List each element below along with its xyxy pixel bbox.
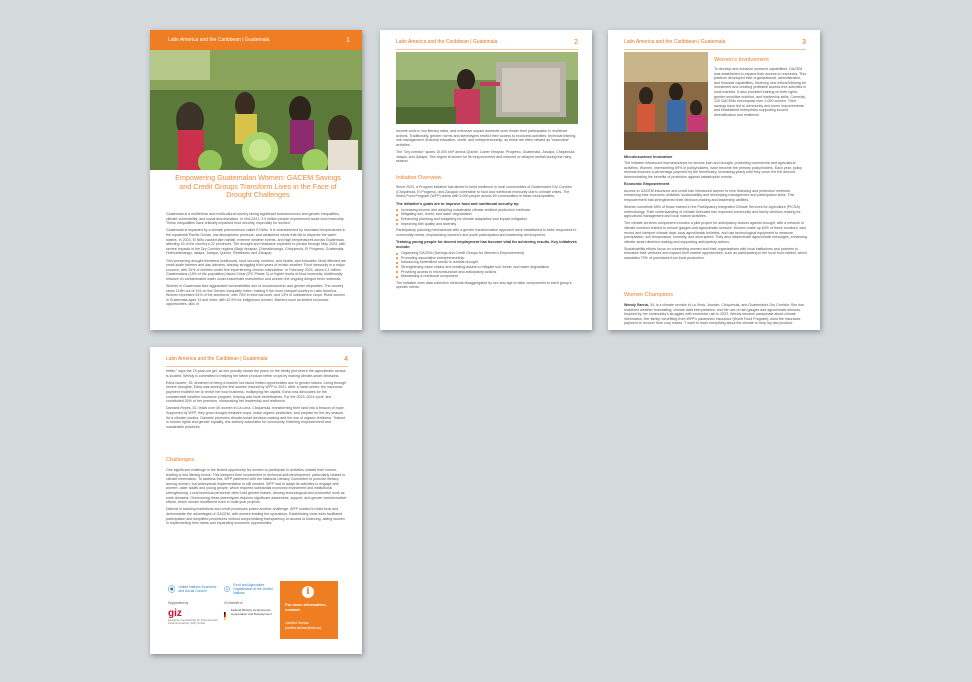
paragraph: Participatory planning mechanisms with a gender transformative approach were established to tailor responses to community needs, emphasizing women's and youth participation and leadership development.: [396, 228, 577, 237]
page-header: [396, 35, 578, 50]
paragraph: [624, 303, 808, 326]
page-3-body: [624, 152, 808, 263]
paragraph: The initiative introduced microinsurance for access loan and drought, protecting commercial and agricultural activities. Women, representing 69% of policyholders, have become the primary policyholders. Each year, policy renewal involves a percentage payment by the beneficiary, increasing yearly until they cover the full amount, demonstrating the benefits of protection against catastrophic events.: [624, 161, 802, 179]
women-champions-heading: Women Champions: [624, 292, 674, 298]
paragraph: Women constitute 65% of those trained in the Participatory Integrated Climate Services for Agriculture (PICSA) methodology. Their understanding of climate forecasts has improved community and family decision-making for agricultural management and local market activities.: [624, 204, 801, 219]
paragraph: This worsening drought threatens livelihoods, food security, nutrition, and health, and educates. Most affected are small-scale farmers and day laborers, already struggling from years of erratic weather. Food insecurity is a major concern, with 34% of children under five experiencing chronic malnutrition. In February 2024, about 4.1 million Guatemalans (18% of the population) faced Crisis (IPC Phase 3) or higher levels of food insecurity. Additionally, reliance on contaminated water could exacerbate malnutrition and worsen the ongoing dengue fever outbreak.: [166, 258, 347, 281]
initiative-overview-body: [396, 185, 578, 292]
woman-by-water-tank-photo: [396, 52, 578, 124]
list-item: Enhancing planning and budgeting for climate adaptation and impact mitigation.: [396, 217, 578, 222]
un-emblem-icon: [168, 583, 175, 595]
paragraph: The climate services component includes a pilot project for anticipatory actions against drought, with a network of climate monitors trained to ensure gauges and agroclimatic sensors. Women make up 64% of these monitors, who record and interpret climate data: local agroclimatic bulletins, and use technological equipment to measure precipitation, soil temperature, humidity, and wind speed. They also disseminate agroclimatic messages, enhancing climate-smart decision-making and supporting anticipatory actions.: [624, 221, 808, 244]
list-item: Strengthening value chains and creating assets to mitigate soil, forest, and water degradation: [396, 265, 578, 270]
page-number: 1: [346, 36, 350, 44]
list-item: Maintaining a nutritional component: [396, 274, 578, 279]
goals-heading: The initiative's goals are to improve food and nutritional security by:: [396, 201, 520, 206]
giz-wordmark: giz: [168, 608, 182, 619]
list-item: Promoting associative entrepreneurship: [396, 256, 578, 261]
paragraph: One significant challenge is the limited opportunity for women to participate in activities outside their homes, leading to low literacy levels. This hampers their involvement in technical skill development, particularly related to climate information. To address this, WFP partnered with the National Literacy Committee to promote literacy among women, but widespread implementation is still needed. WFP had to adapt its activities to engage with women, older adults and young people, which required substantial economic investment and institutional strengthening. Local technical personnel often hold gender biases, viewing technological and productive work as male domains. Overcoming these stereotypes requires significant awareness, support, and gender transformative efforts, which remain insufficient even in multi-year projects.: [166, 468, 347, 505]
paragraph: Women in Guatemala face aggravated vulnerabilities due to socioeconomic and gender disparities. The country ranks 119th out of 191 on the Gender Inequality Index, making it the most unequal country in Latin America. Women represent 51% of the workforce, with 76% in informal work, and 13% in subsistence crops. Rural women in Guatemala ages 13 and older, with 42.9% for indigenous women. Barriers such as limited economic opportunities, lack of: [166, 284, 345, 307]
paragraph: Distrust in banking institutions and credit processes posed another challenge. WFP worked to build trust and demonstrate the advantages of GACEM, with women leading the operations. Establishing clear rules facilitated participation and simplified procedures without compromising transparency or access to financing, aiding women in implementing their ideas and expanding economic opportunities.: [166, 507, 345, 526]
page-header: [166, 352, 348, 367]
header-text: Latin America and the Caribbean | Guatemala: [168, 37, 270, 43]
document-page-1[interactable]: [150, 30, 362, 330]
list-item: Introducing biofertilizer seeds to combat drought: [396, 260, 578, 265]
paragraph: The "Dry corridor" spans 10,000 km² across Quiché, Lower Verapaz, Progreso, Guatemala, Zacapa, Chiquimula, Jalapa, and Jutiapa. This region is known for its long summers and reduced or delayed rainfall during the rainy season.: [396, 149, 576, 164]
document-page-2[interactable]: [380, 30, 592, 330]
challenges-body: [166, 468, 348, 528]
paragraph: income control, low literacy rates, and extensive unpaid domestic work hinder their participation in resilience actions. Traditionally, gender norms and stereotypes restrict their access to economic activities, technical training, risk management, financial education, credit, and entrepreneurship, as these are often viewed as "masculine" activities.: [396, 129, 577, 147]
paragraph: Guatemala is a multiethnic and multicultural country facing significant socioeconomic and gender inequalities, climate vulnerability, and social discrimination. In mid-2021, 3.9 million people experienced acute food insecurity. These inequalities have critically impacted food security, especially for women.: [166, 212, 345, 226]
page-number: 3: [802, 38, 806, 46]
contact-name: Josefina Tachtan: [285, 621, 309, 625]
un-logo-text: United Nations Economic and Social Council: [178, 585, 217, 593]
initiative-overview-heading: Initiative Overview: [396, 175, 442, 181]
un-logo: [168, 583, 220, 595]
bmz-logo: [224, 609, 276, 623]
contact-email[interactable]: josefina.tachtan@wfp.org: [285, 626, 322, 630]
challenges-heading: Challenges: [166, 457, 194, 463]
paragraph: Access to GACEM insurance and credit has introduced women to new financing and protection methods, enhancing their economic activities' sustainability and developing management and participation skills. This empowerment has strengthened their decision-making and leadership abilities.: [624, 188, 795, 202]
block-heading: Microinsurance Innovation: [624, 155, 673, 159]
supported-by-label: Supported by: [168, 601, 189, 605]
list-item: Organizing GACEM (Savings and Credit Groups for Women's Empowerment): [396, 251, 578, 256]
on-behalf-label: On behalf of: [224, 601, 243, 605]
list-item: Mitigating soil, forest, and water degradation.: [396, 212, 578, 217]
paragraph: better," says the 19-year-old girl, as she proudly shows the place on the family plot where the agroclimatic sensor is located. Wendy is committed to helping her father produce better crops by making climate-smart decisions.: [166, 369, 346, 378]
paragraph: Guatemala is impacted by a climate phenomenon called El Niño. It is characterized by increased temperatures in the equatorial Pacific Ocean, low atmospheric pressure, and weakened winds that fail to disperse the warm waters. In 2023, El Niño caused late rainfall, extreme weather events, and high temperatures across Guatemala, affecting 15 of the country's 22 provinces. The drought and heatwave expected to persist through May 2024, with severe impacts in the Dry Corridor regions (Baja Verapaz, Chimaltenango, Chiquimula, El Progreso, Guatemala, Huehuetenango, Jalapa, Jutiapa, Quiché, Retalhuleu and Zacapa).: [166, 228, 346, 256]
page-1-body: [166, 212, 348, 310]
goals-list: [396, 208, 578, 226]
page-2-body: [396, 129, 578, 166]
document-page-4[interactable]: [150, 347, 362, 654]
list-item: Increasing income and adopting sustainable climate-resilient production methods.: [396, 208, 578, 213]
training-heading: Training young people for decent employment has become vital for achieving results. Key initiatives include:: [396, 240, 577, 250]
giz-subtitle: Deutsche Gesellschaft für Internationale Zusammenarbeit (GIZ) GmbH: [168, 618, 218, 626]
list-item: Improving diet quality and diversity.: [396, 222, 578, 227]
fao-emblem-icon: [224, 583, 230, 595]
page-header: [624, 35, 806, 50]
womens-involvement-heading: Women's Involvement: [714, 57, 769, 63]
paragraph: To develop and enhance women's capabilities, GACEM was established to expand their access to resources. This platform developed their organizational, administrative, and financial capabilities, fostering new critical thinking for investment and creating profitable access-free activities in local markets. It also provided training on their rights, gender-sensitive nutrition, and leadership skills. Currently, 120 GACEMs encompass over 2,000 women. Their savings have led to community and home improvements and established enterprises supporting income diversification and resilience.: [714, 67, 807, 117]
paragraph: Damaris Reyes, 52, leads over 40 women in La Lima, Chiquimula, transforming their land into a beacon of hope. Supported by WFP, they grow drought-resistant crops, make organic pesticides, and prepare for the dry season. As a climate monitor, Damaris promotes climate-smart decision-making and the use of organic fertilizers. Trained in human rights and gender equality, she actively advocates for community, fostering empowerment and sustainable practices.: [166, 406, 346, 429]
paragraph: The initiative uses data collection methods disaggregated by sex and age to tailor components to each group's specific needs.: [396, 280, 572, 290]
paragraph: Edna Isuarte, 35, dreamed of being a teacher but faced limited opportunities due to gender biases. Living through severe droughts, Edna was among the first women insured by WFP in 2021. After a harsh winter, the insurance payment enabled her to revive her food business, multiplying her capital. Edna now advocates for the considerable weather insurance program, helping add more beneficiaries. For the 2023–2024 cycle, she contributed 50% of her premium, showcasing her leadership and resilience.: [166, 380, 347, 404]
page-header: [150, 30, 362, 50]
header-text: Latin America and the Caribbean | Guatemala: [166, 356, 268, 362]
women-champions-body: [624, 303, 808, 329]
page-number: 4: [344, 355, 348, 363]
document-page-3[interactable]: [608, 30, 820, 330]
info-label: For more information, contact:: [285, 602, 327, 612]
women-with-cabbages-photo: [150, 50, 362, 170]
paragraph: Sustainability efforts focus on connecting women and their organizations with local institutions and partners to formalize their ventures and expand their market opportunities, such as participating in the local food market, which mandates 70% of purchases from local production.: [624, 246, 807, 261]
german-flag-icon: [224, 609, 228, 623]
initiatives-list: [396, 251, 578, 279]
champion-name: Wendy García,: [624, 303, 649, 307]
women-meeting-photo: [624, 52, 708, 150]
info-icon: i: [302, 586, 314, 598]
block-heading: Economic Empowerment: [624, 182, 670, 187]
contact-box: [280, 581, 338, 639]
womens-involvement-body: [714, 67, 808, 120]
champion-text: 34, is a climate monitor in La Ximá, Jocotán, Chiquimula, and Guatemala's Dry Corridor. She has mastered weather forecasting, climate data interpretation, and the use of rain gauges and agroclimatic sensors. Inspired by her community's struggles with excessive rain in 2022, Wendy became passionate about climate information. Her family, benefiting from WFP's parametric insurance (World Food Program), used the insurance payment to recover from crop losses. "I want to learn everything about the climate to help my dad produce: [624, 303, 804, 326]
page-number: 2: [574, 38, 578, 46]
document-title: Empowering Guatemalan Women: GACEM Savings and Credit Groups Transform Lives in the Face of Drought Challenges: [175, 173, 341, 200]
fao-logo: [224, 583, 276, 595]
giz-logo: [168, 609, 220, 625]
bmz-text: Federal Ministry for Economic Cooperation and Development: [230, 608, 272, 616]
header-text: Latin America and the Caribbean | Guatemala: [396, 39, 498, 45]
list-item: Providing access to microinsurance and anticipatory actions: [396, 270, 578, 275]
paragraph: Since 2020, a Program initiative has aimed to build resilience in rural communities of Guatemala's Dry Corridor (Chiquimula, El Progreso, and Zacapa) vulnerable to food and nutritional insecurity due to climate crises. The World Food Program (WFP) works with 5,000 people across 60 communities in these municipalities.: [396, 185, 572, 199]
fao-logo-text: Food and Agriculture Organization of the United Nations: [233, 583, 273, 595]
header-text: Latin America and the Caribbean | Guatemala: [624, 39, 726, 45]
page-4-body: [166, 369, 348, 432]
